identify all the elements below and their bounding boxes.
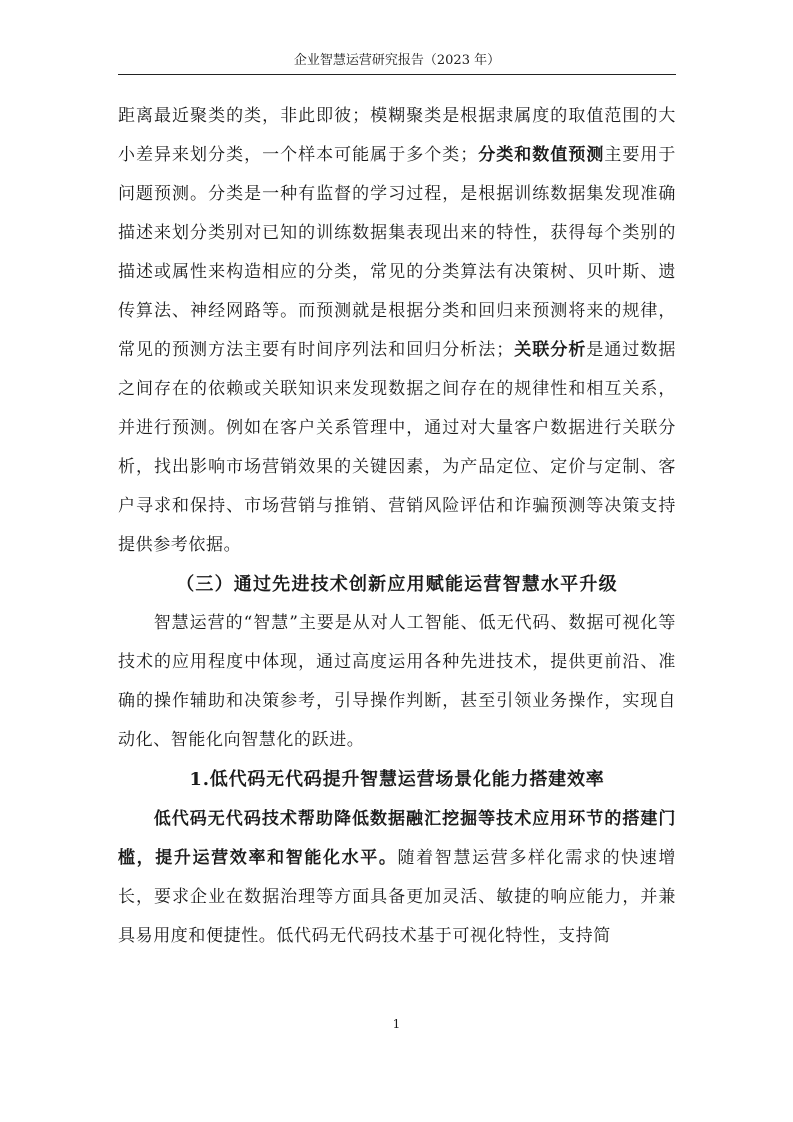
document-body <box>118 97 676 956</box>
bold-lead-sentence: 低代码无代码技术帮助降低数据融汇挖掘等技术应用环节的搭建门槛，提升运营效率和智能化水平。 <box>118 809 676 868</box>
paragraph-low-code <box>118 800 676 956</box>
header-title: 企业智慧运营研究报告（2023 年） <box>293 53 501 68</box>
subsection-heading: 1.低代码无代码提升智慧运营场景化能力搭建效率 <box>189 769 605 790</box>
page-header <box>118 52 676 75</box>
paragraph-text: 随着智慧运营多样化需求的快速增长，要求企业在数据治理等方面具备更加灵活、敏捷的响应能力，并兼具易用度和便捷性。低代码无代码技术基于可视化特性，支持简 <box>118 848 677 946</box>
paragraph-smart-operations: 智慧运营的“智慧”主要是从对人工智能、低无代码、数据可视化等技术的应用程度中体现，通过高度运用各种先进技术，提供更前沿、准确的操作辅助和决策参考，引导操作判断，甚至引领业务操作，实现自动化、智能化向智慧化的跃进。 <box>118 613 676 750</box>
section-heading: （三）通过先进技术创新应用赋能运营智慧水平升级 <box>176 574 618 595</box>
bold-term-classification: 分类和数值预测 <box>477 145 605 165</box>
paragraph-clustering-classification <box>118 97 676 565</box>
page-number: 1 <box>392 1017 401 1031</box>
bold-term-association: 关联分析 <box>513 340 587 360</box>
paragraph-text: 距离最近聚类的类，非此即彼；模糊聚类是根据隶属度的取值范围的大小差异来划分类，一个样本可能属于多个类； <box>118 106 676 165</box>
paragraph-text: 是通过数据之间存在的依赖或关联知识来发现数据之间存在的规律性和相互关系，并进行预测。例如在客户关系管理中，通过对大量客户数据进行关联分析，找出影响市场营销效果的关键因素，为产品定位、定价与定制、客户寻求和保持、市场营销与推销、营销风险评估和诈骗预测等决策支持提供参考依据。 <box>118 340 676 555</box>
paragraph-text: 主要用于问题预测。分类是一种有监督的学习过程，是根据训练数据集发现准确描述来划分类别对已知的训练数据集表现出来的特性，获得每个类别的描述或属性来构造相应的分类，常见的分类算法有决策树、贝叶斯、遗传算法、神经网路等。而预测就是根据分类和回归来预测将来的规律，常见的预测方法主要有时间序列法和回归分析法； <box>118 145 677 360</box>
